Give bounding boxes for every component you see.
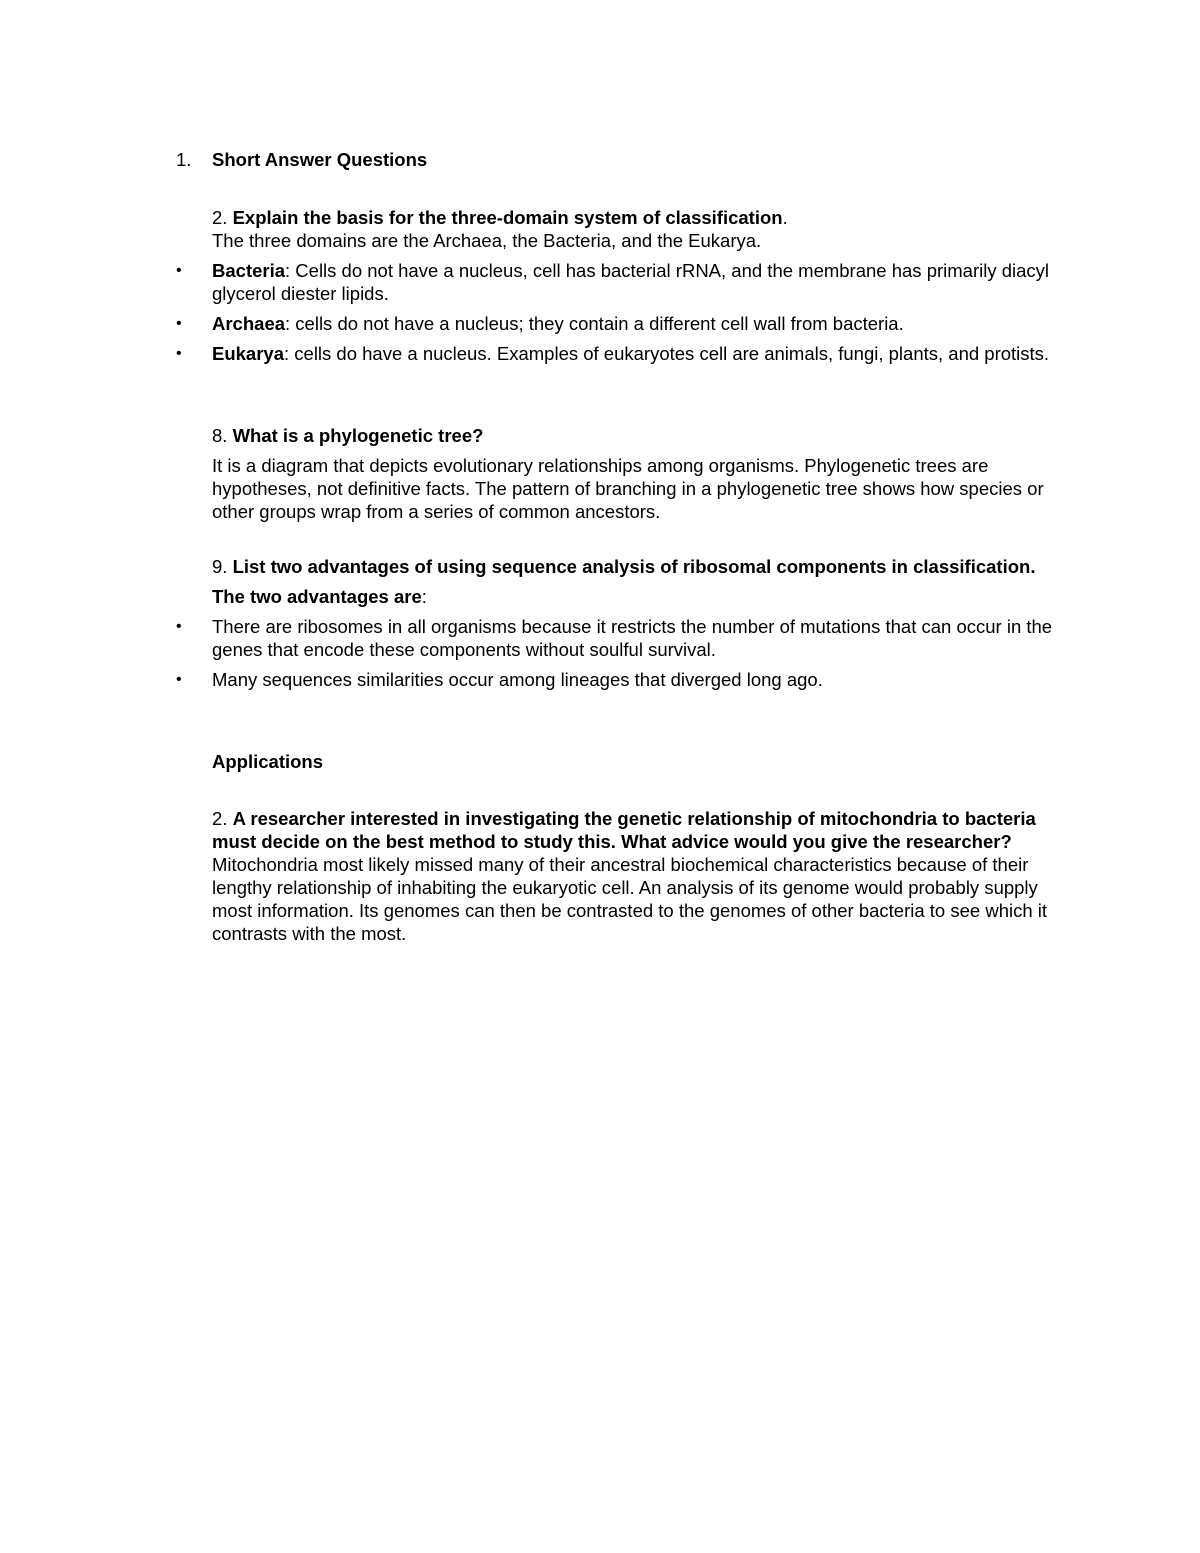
advantages-list <box>142 615 1062 691</box>
applications-title: Applications <box>212 751 324 772</box>
question-text: List two advantages of using sequence analysis of ribosomal components in classification. <box>232 556 1036 577</box>
bullet-icon: • <box>176 618 182 635</box>
section-number: 1. <box>176 149 192 170</box>
bullet-icon: • <box>176 262 182 279</box>
question-9 <box>212 555 1062 578</box>
answer-text: It is a diagram that depicts evolutionary relationships among organisms. Phylogenetic trees are hypotheses, not definitive facts. The pattern of branching in a phylogenetic tree shows how species or other groups wrap from a series of common ancestors. <box>212 455 1044 522</box>
question-8-block <box>212 424 1062 523</box>
answer-intro-end: : <box>421 586 427 607</box>
question-number: 2. <box>212 808 228 829</box>
answer-intro <box>212 585 1062 608</box>
question-end: . <box>782 207 788 228</box>
question-text: What is a phylogenetic tree? <box>232 425 484 446</box>
list-item <box>142 259 1062 305</box>
list-item-term: Eukarya <box>212 343 284 364</box>
list-item-text: There are ribosomes in all organisms because it restricts the number of mutations that can occur in the genes that encode these components without soulful survival. <box>212 616 1053 660</box>
question-number: 8. <box>212 425 228 446</box>
application-question-2-block <box>212 807 1062 945</box>
application-question-2 <box>212 807 1062 945</box>
list-item-text: : cells do have a nucleus. Examples of eukaryotes cell are animals, fungi, plants, and protists. <box>284 343 1050 364</box>
list-item-term: Archaea <box>212 313 286 334</box>
list-item <box>142 615 1062 661</box>
answer-intro-text: The two advantages are <box>212 586 422 607</box>
domain-list <box>142 259 1062 365</box>
list-item-text: Many sequences similarities occur among lineages that diverged long ago. <box>212 669 823 690</box>
question-text: A researcher interested in investigating the genetic relationship of mitochondria to bacteria must decide on the best method to study this. What advice would you give the researcher? <box>212 808 1036 852</box>
question-number: 9. <box>212 556 228 577</box>
question-2-block <box>176 206 1062 365</box>
answer-intro: The three domains are the Archaea, the Bacteria, and the Eukarya. <box>212 230 762 251</box>
question-9-block <box>176 555 1062 691</box>
answer-text: Mitochondria most likely missed many of their ancestral biochemical characteristics because of their lengthy relationship of inhabiting the eukaryotic cell. An analysis of its genome would probably supply most information. Its genomes can then be contrasted to the genomes of other bacteria to see which it contrasts with the most. <box>212 854 1048 944</box>
bullet-icon: • <box>176 315 182 332</box>
applications-heading <box>212 750 1062 773</box>
list-item <box>142 668 1062 691</box>
list-item-term: Bacteria <box>212 260 286 281</box>
bullet-icon: • <box>176 671 182 688</box>
question-8 <box>212 424 1062 447</box>
section-title: Short Answer Questions <box>212 149 428 170</box>
list-item-text: : Cells do not have a nucleus, cell has bacterial rRNA, and the membrane has primarily diacyl glycerol diester lipids. <box>212 260 1050 304</box>
question-text: Explain the basis for the three-domain system of classification <box>232 207 783 228</box>
list-item <box>142 312 1062 335</box>
list-item <box>142 342 1062 365</box>
bullet-icon: • <box>176 345 182 362</box>
list-item-text: : cells do not have a nucleus; they contain a different cell wall from bacteria. <box>285 313 904 334</box>
question-2 <box>212 206 1062 229</box>
section-heading <box>176 148 1076 171</box>
question-number: 2. <box>212 207 228 228</box>
